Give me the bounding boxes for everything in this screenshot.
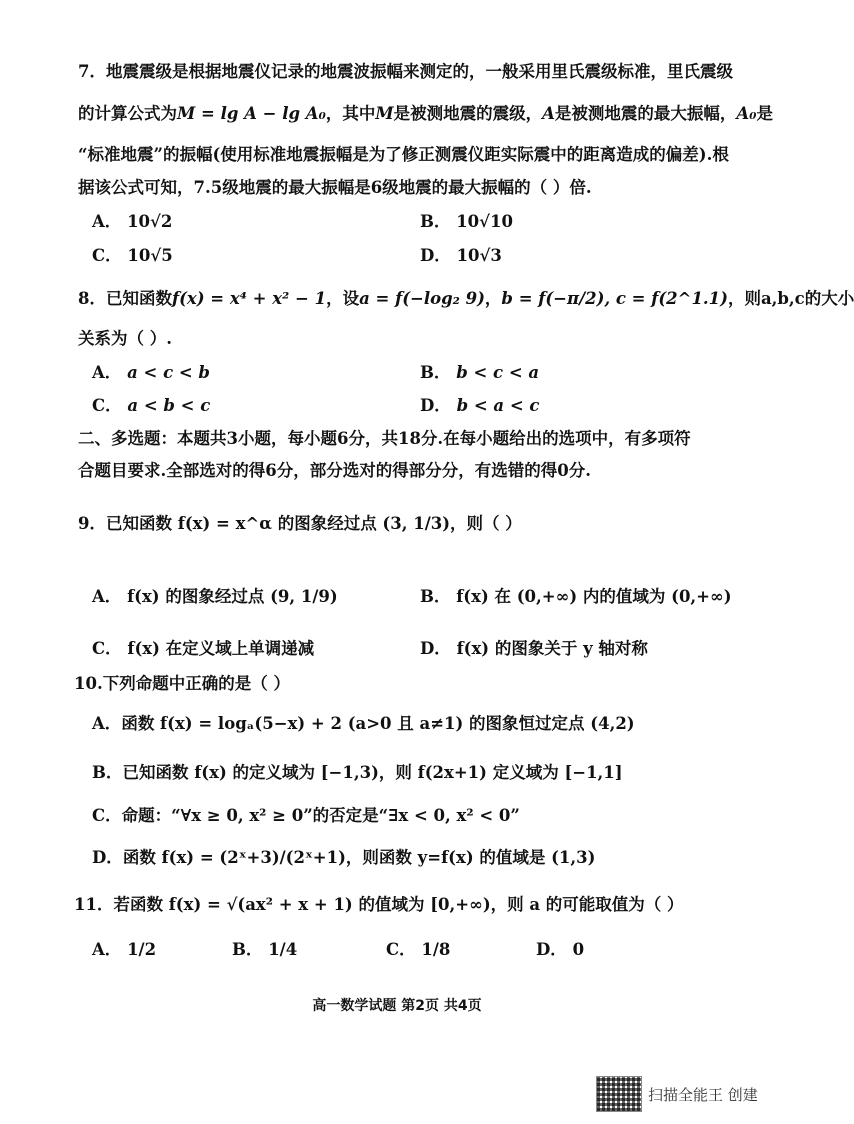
q9-option-b [420,585,732,609]
q7-option-a [92,210,172,234]
q7-option-b [420,210,513,234]
q7-formula: M = lg A − lg A₀ [177,104,326,123]
option-text: 1/8 [421,940,451,959]
q7-line2-c: 是被测地震的震级， [393,104,543,123]
option-text: f(x) 在定义域上单调递减 [127,639,315,658]
q8-option-c [92,394,210,418]
q11-option-b [232,938,297,962]
q9-option-a [92,585,338,609]
option-text: 命题：“∀x ≥ 0, x² ≥ 0”的否定是“∃x < 0, x² < 0” [121,806,520,825]
q9-option-c [92,637,314,661]
option-label: B． [420,363,451,382]
q7-line2-a: 的计算公式为 [78,104,177,123]
option-label: D． [420,246,451,265]
q7-line2-b: ，其中 [325,104,376,123]
q8-option-d [420,394,539,418]
section2-line-1: 二、多选题：本题共3小题，每小题6分，共18分.在每小题给出的选项中，有多项符 [78,429,691,448]
option-text: a < c < b [127,363,210,382]
q10-option-b [92,761,623,785]
q8-mid: ，设 [326,289,360,308]
option-label: D． [420,639,451,658]
option-label: D． [536,940,567,959]
q7-var-a: A [542,104,555,123]
option-text: 1/2 [127,940,157,959]
page-footer: 高一数学试题 第2页 共4页 [312,998,482,1014]
option-text: a < b < c [127,396,211,415]
q8-line-2: 关系为（ ）. [78,329,172,348]
option-label: B． [232,940,263,959]
qr-code-icon [596,1076,642,1112]
scanner-watermark [596,1076,776,1112]
option-text: 函数 f(x) = logₐ(5−x) + 2 (a>0 且 a≠1) 的图象恒过定点 (4,2) [121,714,635,733]
watermark-text: 扫描全能王 创建 [648,1085,758,1104]
option-label: A． [92,212,122,231]
q9-option-d [420,637,648,661]
option-label: D． [420,396,451,415]
q9-stem: 9．已知函数 f(x) = x^α 的图象经过点 (3, 1/3)，则（ ） [78,514,522,533]
option-text: 0 [572,940,585,959]
option-label: B． [92,763,123,782]
option-text: f(x) 在 (0,+∞) 内的值域为 (0,+∞) [456,587,732,606]
q8-b-def: b = f(−π/2), c = f(2^1.1) [501,289,728,308]
option-label: C． [92,396,122,415]
q10-stem: 10.下列命题中正确的是（ ） [74,674,290,693]
q11-option-d [536,938,584,962]
q8-function: f(x) = x⁴ + x² − 1 [171,289,327,308]
option-label: A． [92,587,122,606]
option-text: f(x) 的图象关于 y 轴对称 [456,639,648,658]
option-text: 10√2 [127,212,173,231]
q8-a-def: a = f(−log₂ 9) [359,289,485,308]
q7-option-c [92,244,173,268]
q11-option-c [386,938,450,962]
q8-option-a [92,361,210,385]
option-text: b < a < c [456,396,540,415]
option-text: 10√3 [456,246,502,265]
q7-var-a0: A₀ [736,104,757,123]
q8-prefix: 8．已知函数 [78,289,172,308]
option-label: A． [92,940,122,959]
option-label: B． [420,212,451,231]
q7-line2-d: 是被测地震的最大振幅， [554,104,737,123]
q7-line-3: “标准地震”的振幅(使用标准地震振幅是为了修正测震仪距实际震中的距离造成的偏差).根 [78,145,729,164]
q7-line-4: 据该公式可知，7.5级地震的最大振幅是6级地震的最大振幅的（ ）倍. [78,178,592,197]
option-label: C． [386,940,416,959]
q8-option-b [420,361,539,385]
option-text: 函数 f(x) = (2ˣ+3)/(2ˣ+1)，则函数 y=f(x) 的值域是 (1,3) [122,848,596,867]
option-label: C． [92,806,122,825]
q7-var-m: M [375,104,394,123]
option-text: 1/4 [268,940,298,959]
q10-option-c [92,804,520,828]
option-text: 已知函数 f(x) 的定义域为 [−1,3)，则 f(2x+1) 定义域为 [−1,1] [122,763,623,782]
option-text: 10√5 [127,246,173,265]
option-text: b < c < a [456,363,540,382]
option-text: f(x) 的图象经过点 (9, 1/9) [127,587,338,606]
q8-line-1: 8．已知函数f(x) = x⁴ + x² − 1，设a = f(−log₂ 9)，b = f(−π/2), c = f(2^1.1)，则a,b,c的大小 [78,289,854,308]
q7-line-2 [78,102,773,126]
section2-line-2: 合题目要求.全部选对的得6分，部分选对的得部分分，有选错的得0分. [78,461,591,480]
option-text: 10√10 [456,212,513,231]
q8-suffix: ，则a,b,c的大小 [727,289,854,308]
q10-option-a [92,712,635,736]
option-label: B． [420,587,451,606]
q7-option-d [420,244,502,268]
q7-line2-e: 是 [756,104,773,123]
option-label: C． [92,639,122,658]
q11-stem: 11．若函数 f(x) = √(ax² + x + 1) 的值域为 [0,+∞)，则 a 的可能取值为（ ） [74,895,684,914]
q10-option-d [92,846,595,870]
option-label: A． [92,363,122,382]
option-label: D． [92,848,123,867]
q11-option-a [92,938,156,962]
q7-line-1: 7．地震震级是根据地震仪记录的地震波振幅来测定的，一般采用里氏震级标准，里氏震级 [78,62,733,81]
option-label: A． [92,714,122,733]
option-label: C． [92,246,122,265]
